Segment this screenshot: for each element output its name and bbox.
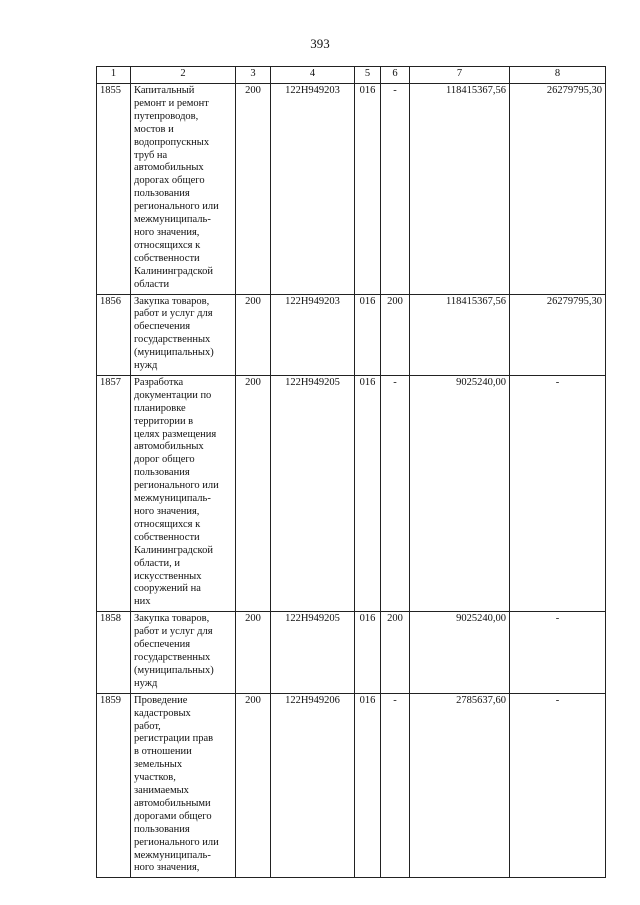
item-name-line: Капитальный bbox=[134, 85, 195, 96]
section-code-cell: 016 bbox=[355, 693, 381, 878]
item-name-line: сооружений на bbox=[134, 583, 201, 595]
item-name-line: автомобильных bbox=[134, 162, 204, 174]
section-code-cell: 016 bbox=[355, 84, 381, 295]
item-name-line: относящихся к bbox=[134, 518, 201, 530]
item-name-line: Калининградской bbox=[134, 544, 213, 556]
expense-type-cell: - bbox=[381, 84, 410, 295]
table-row bbox=[97, 612, 606, 693]
item-name-line: автомобильных bbox=[134, 441, 204, 453]
item-name-line: Проведение bbox=[134, 694, 188, 706]
item-name-cell bbox=[131, 294, 236, 375]
amount-2-cell: 26279795,30 bbox=[510, 84, 606, 295]
item-name-line: автомобильными bbox=[134, 797, 211, 809]
item-name-line: области bbox=[134, 278, 170, 290]
item-name-line: пользования bbox=[134, 188, 190, 200]
budget-table bbox=[96, 66, 606, 878]
target-article-cell: 122Н949203 bbox=[271, 294, 355, 375]
expense-type-cell: 200 bbox=[381, 294, 410, 375]
item-name-line: них bbox=[134, 596, 151, 608]
item-name-line: планировке bbox=[134, 402, 186, 414]
item-name-line: (муниципальных) bbox=[134, 664, 214, 676]
item-name-line: пользования bbox=[134, 823, 190, 835]
amount-2-cell: - bbox=[510, 693, 606, 878]
column-header: 1 bbox=[97, 67, 131, 84]
amount-2-cell: 26279795,30 bbox=[510, 294, 606, 375]
column-header: 3 bbox=[236, 67, 271, 84]
column-header: 7 bbox=[410, 67, 510, 84]
item-name-line: Закупка товаров, bbox=[134, 295, 210, 307]
item-name-line: регионального или bbox=[134, 836, 219, 848]
item-name-line: ного значения, bbox=[134, 226, 200, 238]
column-header: 8 bbox=[510, 67, 606, 84]
expense-type-cell: 200 bbox=[381, 612, 410, 693]
amount-2-cell: - bbox=[510, 612, 606, 693]
item-name-line: дорогами общего bbox=[134, 810, 212, 822]
item-name-line: регистрации прав bbox=[134, 733, 214, 745]
column-header: 4 bbox=[271, 67, 355, 84]
item-name-line: межмуниципаль- bbox=[134, 214, 211, 226]
expense-type-cell: - bbox=[381, 375, 410, 611]
item-name-line: государственных bbox=[134, 651, 211, 663]
item-name-line: работ и услуг для bbox=[134, 626, 213, 638]
item-name-line: кадастровых bbox=[134, 707, 191, 719]
item-name-line: регионального или bbox=[134, 201, 219, 213]
item-name-line: области, и bbox=[134, 557, 180, 569]
section-code-cell: 016 bbox=[355, 375, 381, 611]
item-name-line: территории в bbox=[134, 415, 194, 427]
table-row bbox=[97, 375, 606, 611]
item-name-line: регионального или bbox=[134, 480, 219, 492]
item-name-line: пользования bbox=[134, 467, 190, 479]
item-name-line: дорог общего bbox=[134, 454, 195, 466]
item-name-line: нужд bbox=[134, 677, 158, 689]
item-name-line: межмуниципаль- bbox=[134, 493, 211, 505]
item-name-line: ремонт и ремонт bbox=[134, 97, 209, 109]
target-article-cell: 122Н949205 bbox=[271, 375, 355, 611]
item-name-line: участков, bbox=[134, 772, 176, 784]
amount-1-cell: 9025240,00 bbox=[410, 375, 510, 611]
item-name-line: труб на bbox=[134, 149, 168, 161]
row-number-cell: 1859 bbox=[97, 693, 131, 878]
item-name-line: обеспечения bbox=[134, 321, 191, 333]
item-name-line: земельных bbox=[134, 759, 183, 771]
grbs-code-cell: 200 bbox=[236, 84, 271, 295]
table-body bbox=[97, 84, 606, 878]
expense-type-cell: - bbox=[381, 693, 410, 878]
item-name-line: обеспечения bbox=[134, 639, 191, 651]
column-header: 2 bbox=[131, 67, 236, 84]
item-name-line: водопропускных bbox=[134, 136, 210, 148]
item-name-line: собственности bbox=[134, 252, 200, 264]
amount-2-cell: - bbox=[510, 375, 606, 611]
item-name-line: работ и услуг для bbox=[134, 308, 213, 320]
item-name-cell bbox=[131, 84, 236, 295]
item-name-cell bbox=[131, 612, 236, 693]
target-article-cell: 122Н949203 bbox=[271, 84, 355, 295]
item-name-line: целях размещения bbox=[134, 428, 217, 440]
table-row bbox=[97, 294, 606, 375]
grbs-code-cell: 200 bbox=[236, 375, 271, 611]
row-number-cell: 1857 bbox=[97, 375, 131, 611]
page-number: 393 bbox=[310, 36, 330, 51]
item-name-line: собственности bbox=[134, 531, 200, 543]
item-name-line: нужд bbox=[134, 360, 158, 372]
amount-1-cell: 118415367,56 bbox=[410, 294, 510, 375]
column-header: 6 bbox=[381, 67, 410, 84]
amount-1-cell: 9025240,00 bbox=[410, 612, 510, 693]
row-number-cell: 1855 bbox=[97, 84, 131, 295]
row-number-cell: 1856 bbox=[97, 294, 131, 375]
item-name-line: путепроводов, bbox=[134, 110, 199, 122]
target-article-cell: 122Н949205 bbox=[271, 612, 355, 693]
item-name-line: дорогах общего bbox=[134, 175, 205, 187]
table-row bbox=[97, 84, 606, 295]
item-name-line: мостов и bbox=[134, 123, 174, 135]
grbs-code-cell: 200 bbox=[236, 612, 271, 693]
table-row bbox=[97, 693, 606, 878]
item-name-line: Разработка bbox=[134, 376, 184, 388]
amount-1-cell: 2785637,60 bbox=[410, 693, 510, 878]
column-header: 5 bbox=[355, 67, 381, 84]
item-name-line: занимаемых bbox=[134, 785, 189, 797]
target-article-cell: 122Н949206 bbox=[271, 693, 355, 878]
item-name-line: межмуниципаль- bbox=[134, 849, 211, 861]
item-name-cell bbox=[131, 375, 236, 611]
item-name-line: (муниципальных) bbox=[134, 347, 214, 359]
grbs-code-cell: 200 bbox=[236, 294, 271, 375]
item-name-line: ного значения, bbox=[134, 506, 200, 517]
grbs-code-cell: 200 bbox=[236, 693, 271, 878]
section-code-cell: 016 bbox=[355, 612, 381, 693]
item-name-line: искусственных bbox=[134, 570, 202, 582]
item-name-line: относящихся к bbox=[134, 239, 201, 251]
section-code-cell: 016 bbox=[355, 294, 381, 375]
item-name-line: работ, bbox=[134, 720, 161, 732]
item-name-line: в отношении bbox=[134, 746, 192, 758]
item-name-line: Закупка товаров, bbox=[134, 613, 210, 625]
row-number-cell: 1858 bbox=[97, 612, 131, 693]
header-row bbox=[97, 67, 606, 84]
item-name-line: ного значения, bbox=[134, 862, 200, 874]
item-name-line: Калининградской bbox=[134, 265, 213, 277]
item-name-line: документации по bbox=[134, 389, 212, 401]
item-name-line: государственных bbox=[134, 334, 211, 346]
item-name-cell bbox=[131, 693, 236, 878]
amount-1-cell: 118415367,56 bbox=[410, 84, 510, 295]
